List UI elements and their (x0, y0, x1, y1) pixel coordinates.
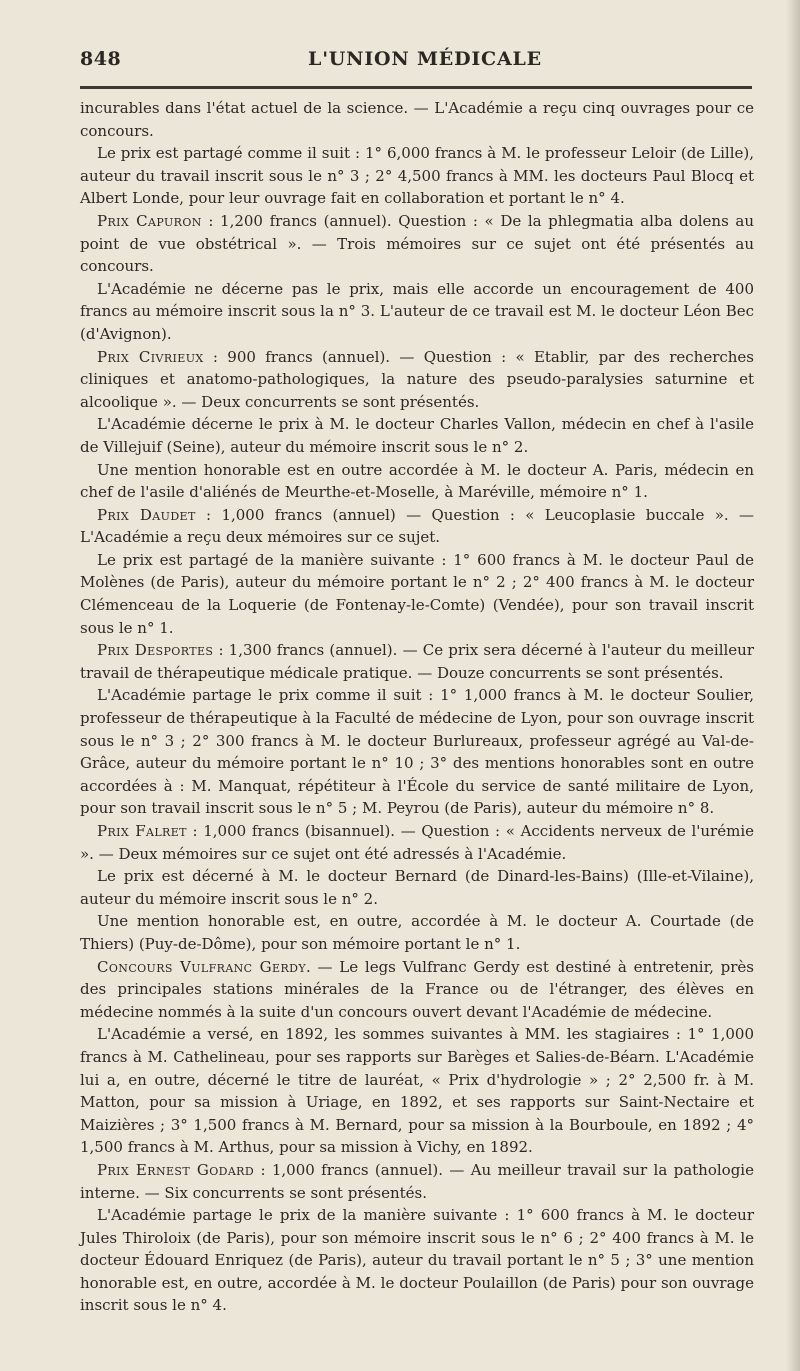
prize-name: Concours Vulfranc Gerdy (97, 957, 307, 976)
paragraph: Le prix est partagé comme il suit : 1° 6,000 francs à M. le professeur Leloir (de Lille), auteur du travail inscrit sous le n° 3 ; 2° 4,500 francs à MM. les docteurs Paul Blocq et Albert Londe, pour leur ouvrage fait en collaboration et portant le n° 4. (80, 144, 754, 208)
paragraph: Une mention honorable est, en outre, accordée à M. le docteur A. Courtade (de Thiers) (Puy-de-Dôme), pour son mémoire portant le n° 1. (80, 912, 754, 953)
prize-name: Prix Desportes (97, 641, 214, 660)
article-body (80, 97, 754, 1317)
prize-name: Prix Falret (97, 822, 187, 840)
paragraph: Prix Capuron : 1,200 francs (annuel). Question : « De la phlegmatia alba dolens au point de vue obstétrical ». — Trois mémoires sur ce sujet ont été présentés au concours. (80, 211, 754, 276)
paragraph: Prix Daudet : 1,000 francs (annuel) — Question : « Leucoplasie buccale ». — L'Académie a reçu deux mémoires sur ce sujet. (80, 505, 754, 547)
paragraph: L'Académie partage le prix comme il suit : 1° 1,000 francs à M. le docteur Soulier, professeur de thérapeutique à la Faculté de médecine de Lyon, pour son ouvrage inscrit sous le n° 3 ; 2° 300 francs à M. le docteur Burlureaux, professeur agrégé au Val-de-Grâce, auteur du mémoire portant le n° 10 ; 3° des mentions honorables sont en outre accordées à : M. Manquat, répétiteur à l'École du service de santé militaire de Lyon, pour son travail inscrit sous le n° 5 ; M. Peyrou (de Paris), auteur du mémoire n° 8. (80, 686, 754, 818)
page-header (80, 40, 770, 80)
page-number: 848 (80, 48, 122, 70)
paragraph: Le prix est partagé de la manière suivante : 1° 600 francs à M. le docteur Paul de Molènes (de Paris), auteur du mémoire portant le n° 2 ; 2° 400 francs à M. le docteur Clémenceau de la Loquerie (de Fontenay-le-Comte) (Vendée), pour son travail inscrit sous le n° 1. (80, 550, 754, 637)
paragraph: L'Académie partage le prix de la manière suivante : 1° 600 francs à M. le docteur Jules Thiroloix (de Paris), pour son mémoire inscrit sous le n° 6 ; 2° 400 francs à M. le docteur Édouard Enriquez (de Paris), auteur du travail portant le n° 5 ; 3° une mention honorable est, en outre, accordée à M. le docteur Poulaillon (de Paris) pour son ouvrage inscrit sous le n° 4. (80, 1206, 754, 1315)
paragraph: Le prix est décerné à M. le docteur Bernard (de Dinard-les-Bains) (Ille-et-Vilaine), auteur du mémoire inscrit sous le n° 2. (80, 867, 754, 908)
paragraph: Prix Ernest Godard : 1,000 francs (annuel). — Au meilleur travail sur la pathologie interne. — Six concurrents se sont présentés. (80, 1160, 754, 1202)
prize-name: Prix Ernest Godard (97, 1160, 255, 1179)
paragraph: L'Académie ne décerne pas le prix, mais elle accorde un encouragement de 400 francs au mémoire inscrit sous la n° 3. L'auteur de ce travail est M. le docteur Léon Bec (d'Avignon). (80, 279, 754, 343)
prize-name: Prix Capuron (97, 211, 202, 230)
paragraph: Une mention honorable est en outre accordée à M. le docteur A. Paris, médecin en chef de l'asile d'aliénés de Meurthe-et-Moselle, à Maréville, mémoire n° 1. (80, 460, 754, 502)
prize-name: Prix Civrieux (97, 347, 204, 366)
header-rule (80, 86, 752, 89)
paragraph: Prix Desportes : 1,300 francs (annuel). — Ce prix sera décerné à l'auteur du meilleur travail de thérapeutique médicale pratique. — Douze concurrents se sont présentés. (80, 641, 754, 682)
running-title: L'UNION MÉDICALE (308, 48, 542, 70)
page-edge-shadow (786, 0, 800, 1371)
paragraph: incurables dans l'état actuel de la science. — L'Académie a reçu cinq ouvrages pour ce concours. (80, 99, 754, 140)
paragraph: Prix Civrieux : 900 francs (annuel). — Question : « Etablir, par des recherches cliniques et anatomo-pathologiques, la nature des pseudo-paralysies saturnine et alcoolique ». — Deux concurrents se sont présentés. (80, 347, 754, 411)
paragraph: Concours Vulfranc Gerdy. — Le legs Vulfranc Gerdy est destiné à entretenir, près des principales stations minérales de la France ou de l'étranger, des élèves en médecine nommés à la suite d'un concours ouvert devant l'Académie de médecine. (80, 957, 754, 1021)
paragraph: L'Académie a versé, en 1892, les sommes suivantes à MM. les stagiaires : 1° 1,000 francs à M. Cathelineau, pour ses rapports sur Barèges et Salies-de-Béarn. L'Académie lui a, en outre, décerné le titre de lauréat, « Prix d'hydrologie » ; 2° 2,500 fr. à M. Matton, pour sa mission à Uriage, en 1892, et ses rapports sur Saint-Nectaire et Maizières ; 3° 1,500 francs à M. Bernard, pour sa mission à la Bourboule, en 1892 ; 4° 1,500 francs à M. Arthus, pour sa mission à Vichy, en 1892. (80, 1025, 754, 1157)
paragraph: Prix Falret : 1,000 francs (bisannuel). — Question : « Accidents nerveux de l'urémie ». — Deux mémoires sur ce sujet ont été adressés à l'Académie. (80, 822, 754, 863)
paragraph: L'Académie décerne le prix à M. le docteur Charles Vallon, médecin en chef à l'asile de Villejuif (Seine), auteur du mémoire inscrit sous le n° 2. (80, 415, 754, 456)
prize-name: Prix Daudet (97, 505, 196, 524)
